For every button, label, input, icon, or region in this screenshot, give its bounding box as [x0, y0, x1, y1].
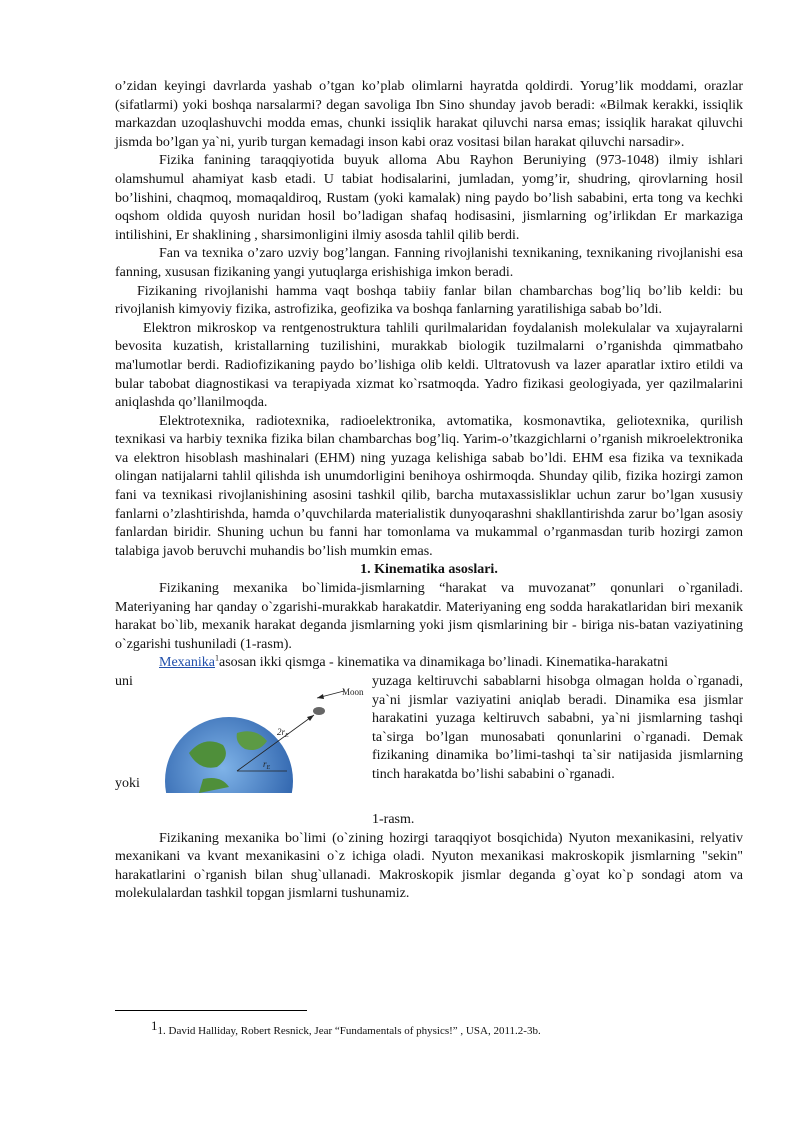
left-word-uni: uni: [115, 674, 133, 689]
footnote-separator: [115, 1010, 307, 1011]
intro-paragraph-4: Fizikaning rivojlanishi hamma vaqt boshqa tabiiy fanlar bilan chambarchas bog’liq bo’lib keldi: bu rivojlanish kimyoviy fizika, astrofizika, geofizika va boshqa fanlarning yaratilishiga sabab bo’ldi.: [115, 283, 743, 318]
section-paragraph-2-text: asosan ikki qismga - kinematika va dinamikaga bo’linadi. Kinematika-harakatni: [218, 655, 669, 671]
intro-paragraph-2: Fizika fanining taraqqiyotida buyuk alloma Abu Rayhon Beruniying (973-1048) ilmiy ishlari olamshumul ahamiyat kasb etadi. U tabiat hodisalarini, jumladan, yomg’ir, shudring, qirovlarning hosil bo’lishini, chaqmoq, momaqaldiroq, Rustam (yoki kamalak) ning paydo bo’lish sababini, erta tong va kechki oqshom oldida quyosh nuridan hosil bo’ladigan shafaq hodisasini, jismlarning og’irlikdan Er markaziga intilishini, Er shaklining , sharsimonligini ilmiy asosda tahlil qilib berdi.: [115, 153, 743, 243]
section-paragraph-1: Fizikaning mexanika bo`limida-jismlarning “harakat va muvozanat” qonunlari o`rganiladi. Materiyaning har qanday o`zgarishi-murakkab harakatdir. Materiyaning eng sodda harakatlaridan biri mexanik harakat bo`lib, mexanik harakat deganda jismlarning yoki jism qismlarining bir - biriga nis-batan vaziyatining o`zgarishi tushuniladi (1-rasm).: [115, 581, 743, 652]
section-paragraph-2: [115, 654, 743, 673]
moon-icon: [313, 707, 325, 715]
intro-paragraph-1: o’zidan keyingi davrlarda yashab o’tgan ko’plab olimlarni hayratda qoldirdi. Yorug’lik moddami, orazlar (sifatlarmi) yoki boshqa narsalarmi? degan savoliga Ibn Sino shunday javob beradi: «Bilmak kerakki, issiqlik markazdan uzoqlashuvchi modda emas, chunki issiqlik harakat qiluvchi narsa emas; issiqlik harakat qiluvchi jismda bo’lgan ya`ni, yurib turgan kemadagi inson kabi oraz vositasi bilan harakat qiluvchi narsadir».: [115, 79, 743, 150]
left-word-yoki: yoki: [115, 776, 140, 791]
mexanika-link[interactable]: Mexanika: [159, 655, 215, 671]
document-page: [115, 78, 743, 904]
intro-paragraph-5: Elektron mikroskop va rentgenostruktura tahlili qurilmalaridan foydalanish molekulalar va xujayralarni bevosita kuzatish, kristallarning tuzilishini, murakkab biologik tuzilmalarni o’rganishda qimmatbaho ma'lumotlar berdi. Radiofizikaning paydo bo’lishiga olib keldi. Ultratovush va lazer aparatlar ixtiro etildi va bular tabobat diagnostikasi va terapiyada xizmat ko`rsatmoqda. Yadro fizikasi geologiyada, yer qazilmalarini aniqlashda qo’llanilmoqda.: [115, 320, 743, 411]
footnote-ref[interactable]: 1: [214, 653, 219, 663]
re-label: $r_E$: [263, 759, 271, 771]
footnote: [151, 1018, 541, 1037]
moon-orbit-arrowhead: [317, 694, 324, 699]
footnote-text: 1. David Halliday, Robert Resnick, Jear “Fundamentals of physics!” , USA, 2011.2-3b.: [157, 1025, 541, 1037]
intro-paragraph-6: Elektrotexnika, radiotexnika, radioelektronika, avtomatika, kosmonavtika, geliotexnika, qurilish texnikasi va harbiy texnika fizika bilan chambarchas bog’liq. Yarim-o’tkazgichlarni o’rganish mikroelektronika va elektron hisoblash mashinalari (EHM) ning yuzaga kelishiga sabab bo’ldi. EHM esa fizika va texnikada olingan natijalarni tahlil qilishda ish unumdorligini benihoya oshirmoqda. Shunday qilib, fizika hozirgi zamon fani va texnikasi rivojlanishining asosini tashkil qilib, barcha mutaxassisliklar uchun zarur bo’lgan xususiy fanlarni o’zlashtirishda, hamda o’quvchilarda materialistik dunyoqarashni shakllantirishda zarur bo’lgan asosiy fanlardan biridir. Shuning uchun bu fanni har tomonlama va mukammal o’rganmasdan turib hozirgi zamon talabiga javob beruvchi muhandis bo’lish mumkin emas.: [115, 413, 743, 559]
earth-moon-figure: [159, 683, 373, 793]
figure-left-column: [115, 673, 369, 793]
intro-paragraph-3: Fan va texnika o’zaro uzviy bog’langan. Fanning rivojlanishi texnikaning, texnikaning rivojlanishi esa fanning, xususan fizikaning yangi yutuqlarga erishishiga imkon beradi.: [115, 246, 743, 280]
two-re-label: $2r_E$: [277, 727, 289, 739]
section-heading: 1. Kinematika asoslari.: [360, 562, 498, 578]
distance-arrowhead: [307, 715, 314, 721]
earth-icon: [165, 717, 293, 793]
section-paragraph-3: Fizikaning mexanika bo`limi (o`zining hozirgi taraqqiyot bosqichida) Nyuton mexanikasini, relyativ mexanikani va kvant mexanikasini o`z ichiga oladi. Nyuton mexanikasi makroskopik jismlarning "sekin" harakatlarini o`rganish bilan shug`ullanadi. Makroskopik jismlar deganda g`oyat ko`p sondagi atom va molekulalardan tashkil topgan jismlarni tushunamiz.: [115, 830, 743, 902]
footnote-mark: 1: [151, 1018, 158, 1033]
figure-caption: 1-rasm.: [372, 812, 415, 827]
figure-right-text: yuzaga keltiruvchi sabablarni hisobga olmagan holda o`rganadi, ya`ni jismlar vaziyatini aniqlab beradi. Dinamika esa jismlar harakatini yuzaga keltiruvch sababni, ya`ni jismlarning tashqi ta`sirga bo’lgan munosabati qonunlarini o`rganadi. Demak fizikaning dinamika bo’limi-tashqi ta`sir natijasida jismlarning tinch harakatda bo’lishi sababini o`rganadi.: [372, 674, 743, 782]
figure-block: [115, 673, 743, 793]
moon-label: Moon: [342, 687, 364, 697]
